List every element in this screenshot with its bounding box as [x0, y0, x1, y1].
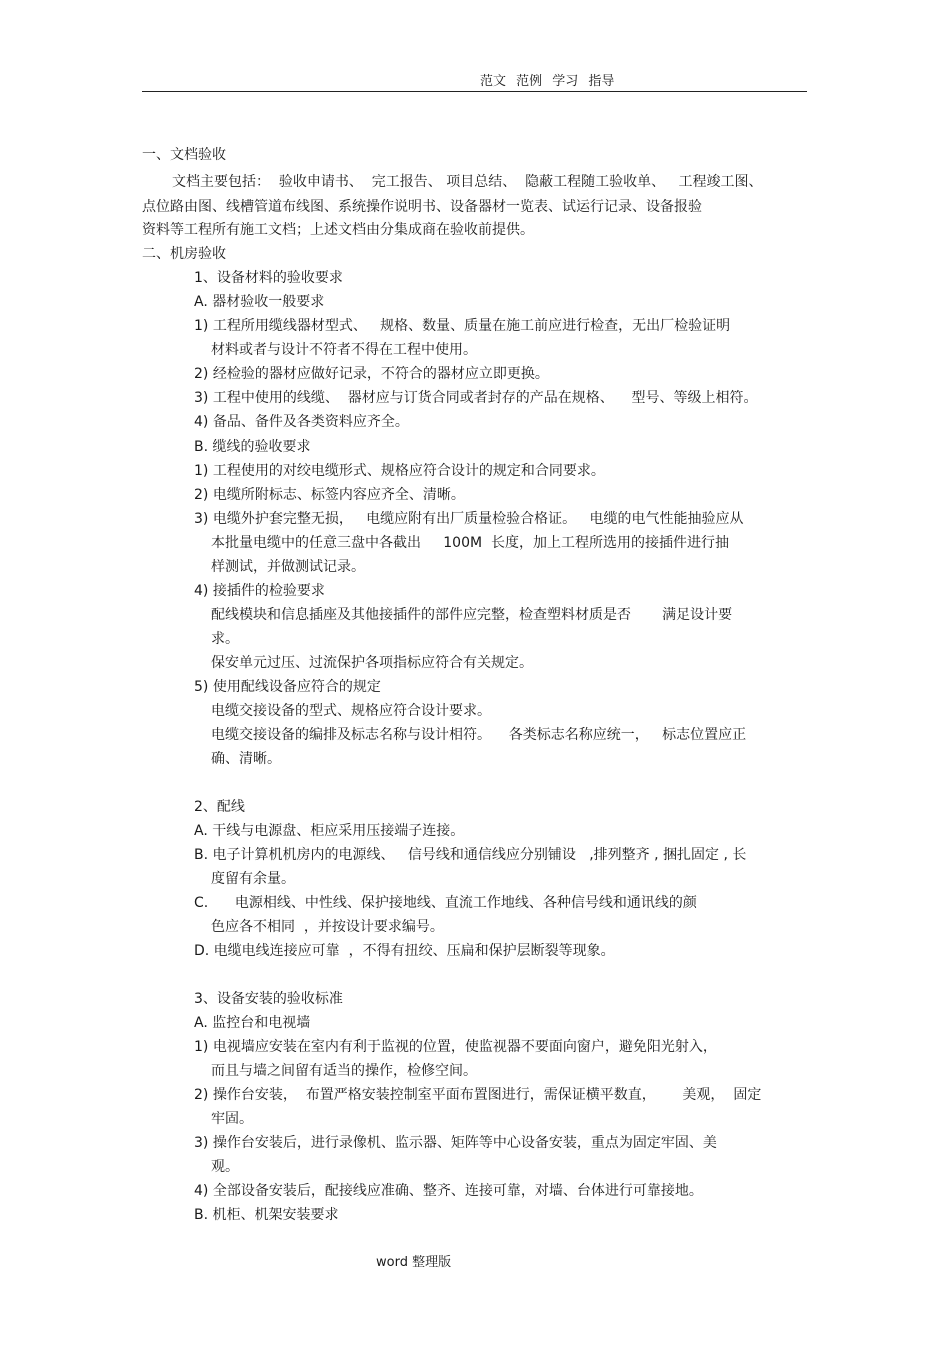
doc-line: 观。 [211, 1159, 239, 1175]
doc-line: 3) 工程中使用的线缆、 器材应与订货合同或者封存的产品在规格、 型号、等级上相符。 [194, 390, 758, 406]
doc-line: B. 电子计算机机房内的电源线、 信号线和通信线应分别铺设 ,排列整齐 , 捆扎固定 , 长 [194, 847, 747, 863]
doc-line: 一、文档验收 [142, 147, 226, 163]
doc-line: 4) 全部设备安装后，配接线应准确、整齐、连接可靠，对墙、台体进行可靠接地。 [194, 1183, 703, 1199]
doc-line: 确、清晰。 [211, 751, 281, 767]
doc-line: 求。 [211, 631, 239, 647]
doc-line: A. 器材验收一般要求 [194, 294, 325, 310]
doc-line: 文档主要包括： 验收申请书、 完工报告、 项目总结、 隐蔽工程随工验收单、 工程竣工图、 [172, 174, 763, 190]
doc-line: 电缆交接设备的型式、规格应符合设计要求。 [211, 703, 491, 719]
doc-line: 3、设备安装的验收标准 [194, 991, 343, 1007]
doc-line: 牢固。 [211, 1111, 253, 1127]
doc-line: 色应各不相同 ，并按设计要求编号。 [211, 919, 444, 935]
doc-line: A. 监控台和电视墙 [194, 1015, 311, 1031]
page-footer: word 整理版 [376, 1255, 452, 1270]
doc-line: B. 缆线的验收要求 [194, 439, 311, 455]
doc-line: 2) 电缆所附标志、标签内容应齐全、清晰。 [194, 487, 465, 503]
doc-line: 资料等工程所有施工文档；上述文档由分集成商在验收前提供。 [142, 222, 534, 238]
doc-line: 本批量电缆中的任意三盘中各截出 100M 长度，加上工程所选用的接插件进行抽 [211, 535, 729, 551]
doc-line: 配线模块和信息插座及其他接插件的部件应完整，检查塑料材质是否 满足设计要 [211, 607, 733, 623]
doc-line: 二、机房验收 [142, 246, 226, 262]
doc-line: 2) 经检验的器材应做好记录，不符合的器材应立即更换。 [194, 366, 549, 382]
doc-line: 3) 操作台安装后，进行录像机、监示器、矩阵等中心设备安装，重点为固定牢固、美 [194, 1135, 717, 1151]
page-header: 范文 范例 学习 指导 [480, 74, 615, 89]
doc-line: 2) 操作台安装， 布置严格安装控制室平面布置图进行，需保证横平数直， 美观， 固定 [194, 1087, 762, 1103]
doc-line: 5) 使用配线设备应符合的规定 [194, 679, 381, 695]
doc-line: 度留有余量。 [211, 871, 295, 887]
doc-line: 1) 工程所用缆线器材型式、 规格、数量、质量在施工前应进行检查，无出厂检验证明 [194, 318, 731, 334]
doc-line: 2、配线 [194, 799, 245, 815]
doc-line: 3) 电缆外护套完整无损， 电缆应附有出厂质量检验合格证。 电缆的电气性能抽验应从 [194, 511, 744, 527]
doc-line: C. 电源相线、中性线、保护接地线、直流工作地线、各种信号线和通讯线的颜 [194, 895, 697, 911]
doc-line: 而且与墙之间留有适当的操作，检修空间。 [211, 1063, 477, 1079]
doc-line: B. 机柜、机架安装要求 [194, 1207, 339, 1223]
doc-line: D. 电缆电线连接应可靠 ，不得有扭绞、压扁和保护层断裂等现象。 [194, 943, 615, 959]
doc-line: 保安单元过压、过流保护各项指标应符合有关规定。 [211, 655, 533, 671]
doc-line: 材料或者与设计不符者不得在工程中使用。 [211, 342, 477, 358]
doc-line: 4) 备品、备件及各类资料应齐全。 [194, 414, 409, 430]
doc-line: 1、设备材料的验收要求 [194, 270, 343, 286]
header-divider [142, 91, 807, 92]
doc-line: 4) 接插件的检验要求 [194, 583, 325, 599]
doc-line: 电缆交接设备的编排及标志名称与设计相符。 各类标志名称应统一， 标志位置应正 [211, 727, 747, 743]
doc-line: 点位路由图、线槽管道布线图、系统操作说明书、设备器材一览表、试运行记录、设备报验 [142, 199, 702, 215]
doc-line: A. 干线与电源盘、柜应采用压接端子连接。 [194, 823, 465, 839]
doc-line: 样测试，并做测试记录。 [211, 559, 365, 575]
doc-line: 1) 工程使用的对绞电缆形式、规格应符合设计的规定和合同要求。 [194, 463, 605, 479]
doc-line: 1) 电视墙应安装在室内有利于监视的位置，使监视器不要面向窗户，避免阳光射入， [194, 1039, 717, 1055]
